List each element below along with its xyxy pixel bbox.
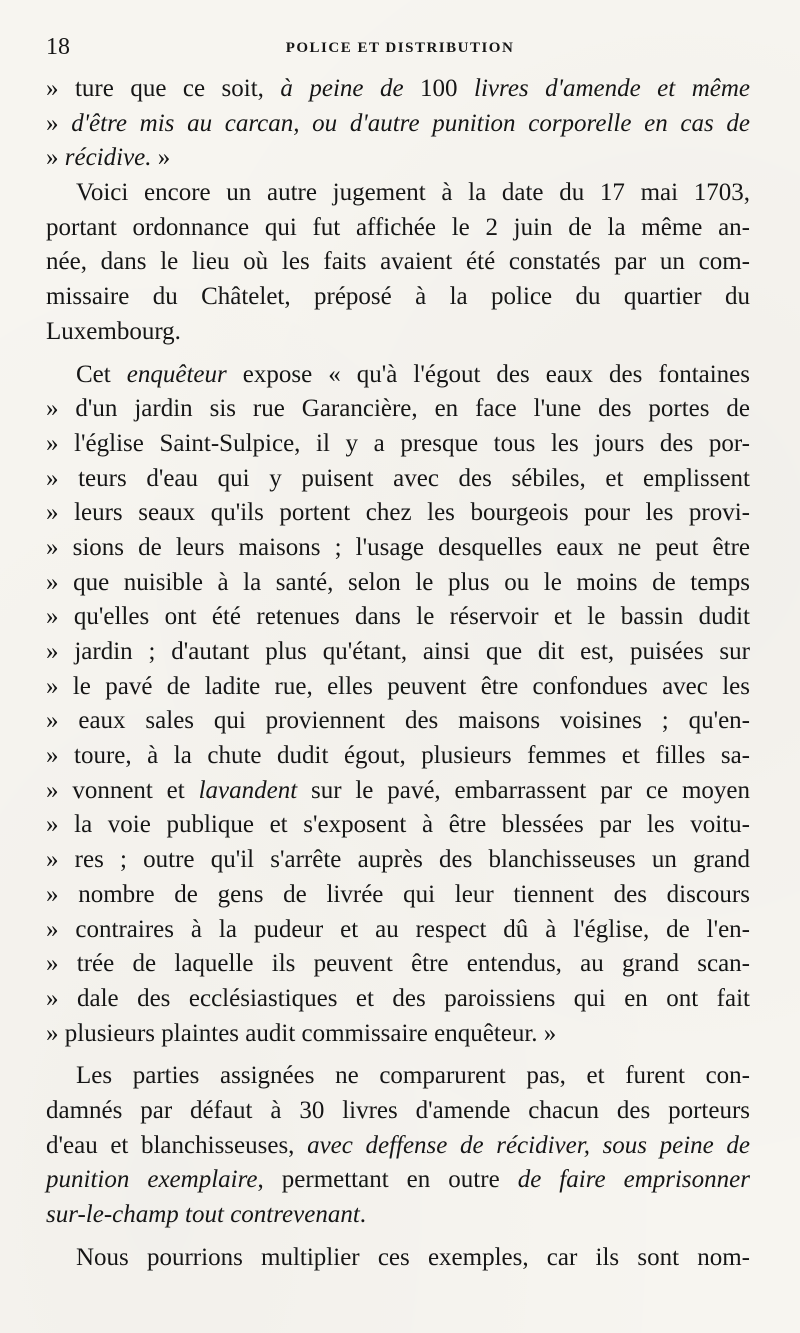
text-line: » d'être mis au carcan, ou d'autre punition corporelle en cas de (46, 109, 751, 137)
running-title: POLICE ET DISTRIBUTION (285, 40, 515, 56)
page-number: 18 (46, 34, 70, 60)
text-line: » teurs d'eau qui y puisent avec des sébiles, et emplissent (46, 464, 750, 492)
text-line: Voici encore un autre jugement à la date du 17 mai 1703, (76, 179, 750, 207)
text-line: » nombre de gens de livrée qui leur tiennent des discours (46, 880, 750, 908)
text-line: » qu'elles ont été retenues dans le réservoir et le bassin dudit (46, 603, 750, 631)
text-line: » récidive. » (46, 144, 171, 172)
text-line: » ture que ce soit, à peine de 100 livres d'amende et même (46, 75, 750, 102)
text-line: » vonnent et lavandent sur le pavé, embarrassent par ce moyen (46, 776, 750, 804)
text-line: » leurs seaux qu'ils portent chez les bourgeois pour les provi- (46, 499, 750, 527)
text-line: Les parties assignées ne comparurent pas, et furent con- (76, 1062, 750, 1090)
text-line: damnés par défaut à 30 livres d'amende chacun des porteurs (46, 1096, 750, 1124)
text-line: » que nuisible à la santé, selon le plus ou le moins de temps (46, 568, 750, 596)
paragraph-gap (46, 1051, 750, 1059)
text-line: Nous pourrions multiplier ces exemples, car ils sont nom- (76, 1243, 750, 1271)
text-line: Cet enquêteur expose « qu'à l'égout des eaux des fontaines (76, 360, 751, 388)
text-line: » res ; outre qu'il s'arrête auprès des blanchisseuses un grand (46, 846, 750, 874)
text-line: sur-le-champ tout contrevenant. (46, 1201, 367, 1228)
text-line: » le pavé de ladite rue, elles peuvent être confondues avec les (46, 672, 750, 700)
text-line: » plusieurs plaintes audit commissaire enquêteur. » (46, 1019, 557, 1047)
text-line: » toure, à la chute dudit égout, plusieurs femmes et filles sa- (46, 742, 750, 770)
text-line: » trée de laquelle ils peuvent être entendus, au grand scan- (46, 950, 750, 978)
text-line: » l'église Saint-Sulpice, il y a presque tous les jours des por- (46, 429, 750, 457)
text-line: portant ordonnance qui fut affichée le 2 juin de la même an- (46, 213, 750, 241)
body-text (46, 72, 750, 1275)
text-line: née, dans le lieu où les faits avaient été constatés par un com- (46, 248, 750, 276)
text-line: » eaux sales qui proviennent des maisons voisines ; qu'en- (46, 707, 750, 735)
page-header (46, 34, 754, 64)
text-line: punition exemplaire, permettant en outre de faire emprisonner (46, 1166, 750, 1194)
text-line: Luxembourg. (46, 317, 181, 345)
text-line: missaire du Châtelet, préposé à la police du quartier du (46, 283, 750, 311)
paragraph-gap (46, 350, 750, 358)
text-line: » jardin ; d'autant plus qu'étant, ainsi que dit est, puisées sur (46, 638, 750, 665)
text-line: » sions de leurs maisons ; l'usage desquelles eaux ne peut être (46, 533, 750, 561)
text-line: » la voie publique et s'exposent à être blessées par les voitu- (46, 811, 750, 839)
text-line: » dale des ecclésiastiques et des paroissiens qui en ont fait (46, 984, 750, 1012)
text-line: » d'un jardin sis rue Garancière, en face l'une des portes de (46, 395, 750, 423)
text-line: » contraires à la pudeur et au respect dû à l'église, de l'en- (46, 915, 750, 943)
text-line: d'eau et blanchisseuses, avec deffense de récidiver, sous peine de (46, 1131, 751, 1159)
paragraph-gap (46, 1233, 750, 1241)
